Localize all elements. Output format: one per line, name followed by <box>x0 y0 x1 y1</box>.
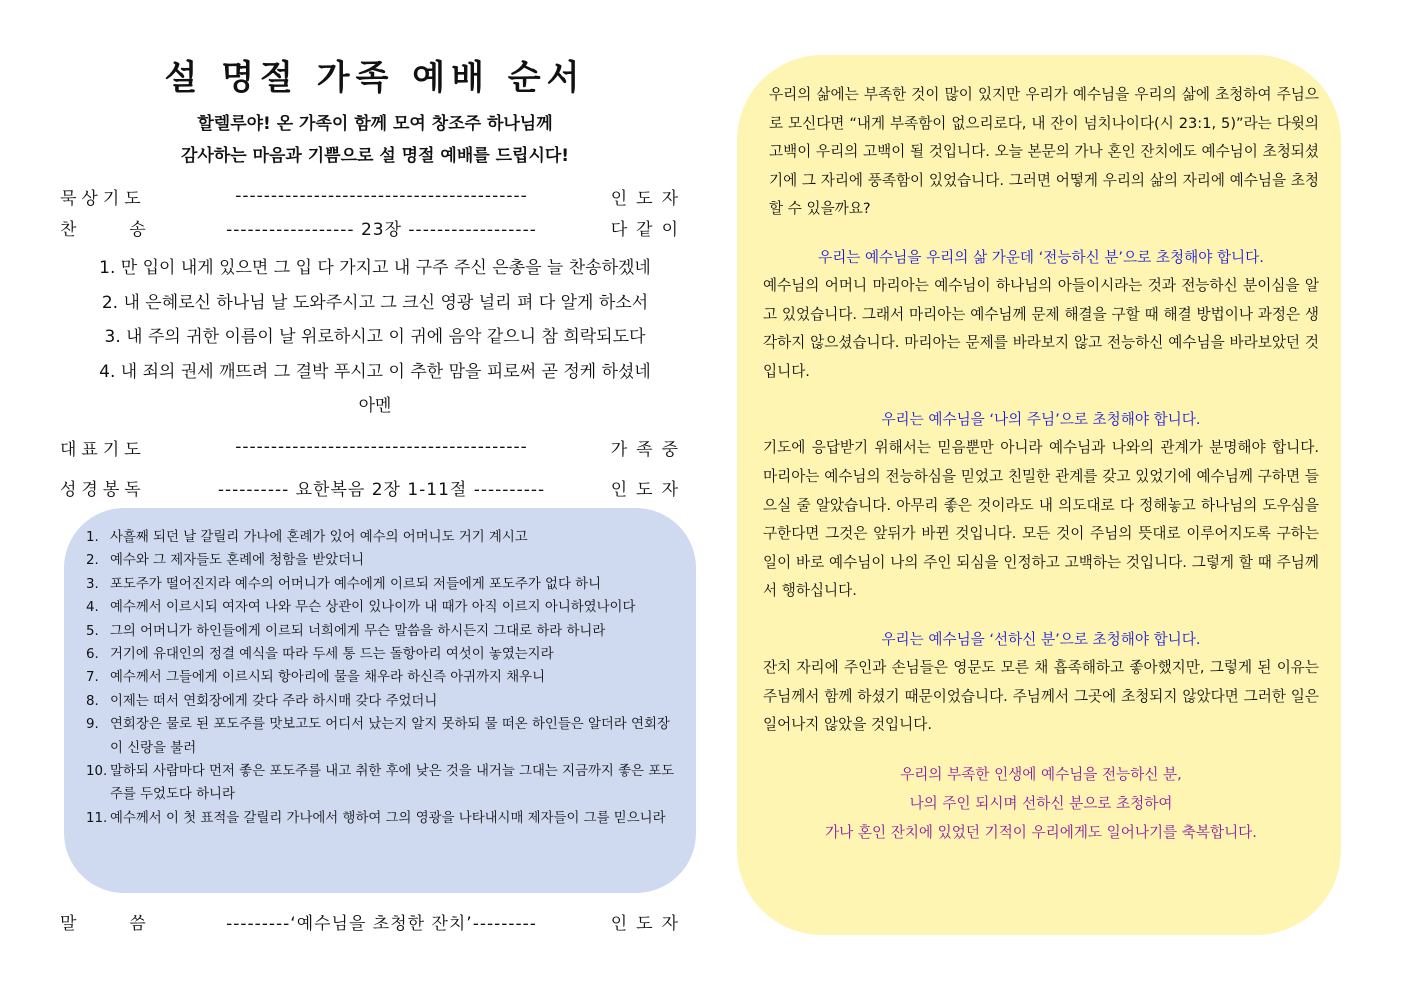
order-leader: 가족중 <box>610 439 687 460</box>
scripture-verse <box>86 596 682 619</box>
scripture-verse <box>86 807 682 830</box>
hymn-verse: 1. 만 입이 내게 있으면 그 입 다 가지고 내 구주 주신 은총을 늘 찬송하겠네 <box>99 258 651 278</box>
section-body: 기도에 응답받기 위해서는 믿음뿐만 아니라 예수님과 나와의 관계가 분명해야 합니다. 마리아는 예수님의 전능하심을 믿었고 친밀한 관계를 갖고 있었기에 예수님께 구하면 들으실 줄 알았습니다. 아무리 좋은 것이라도 내 의도대로 다 정해놓고 하나님의 도우심을 구한다면 그것은 앞뒤가 바뀐 것입니다. 모든 것이 주님의 뜻대로 이루어지도록 구하는 일이 바로 예수님이 나의 주인 되심을 인정하고 고백하는 것입니다. 그렇게 할 때 주님께서 행하십니다. <box>763 439 1319 600</box>
verse-number: 6. <box>86 647 99 663</box>
order-leader: 인도자 <box>610 479 687 500</box>
verse-number: 7. <box>86 670 99 686</box>
verse-text: 예수와 그 제자들도 혼례에 청함을 받았더니 <box>110 553 365 569</box>
sermon-panel <box>737 55 1341 935</box>
closing-line: 가나 혼인 잔치에 있었던 기적이 우리에게도 일어나기를 축복합니다. <box>825 823 1257 841</box>
hymn-lyrics <box>60 251 690 424</box>
section-body: 잔치 자리에 주인과 손님들은 영문도 모른 채 흡족해하고 좋아했지만, 그렇게 된 이유는 주님께서 함께 하셨기 때문이었습니다. 주님께서 그곳에 초청되지 않았다면 그러한 일은 일어나지 않았을 것입니다. <box>763 658 1319 734</box>
order-row-meditation <box>60 181 687 211</box>
hymn-verse: 2. 내 은혜로신 하나님 날 도와주시고 그 크신 영광 널리 펴 다 알게 하소서 <box>101 292 649 313</box>
intro-line: 할렐루야! 온 가족이 함께 모여 창조주 하나님께 <box>197 114 553 134</box>
order-label: 대표기도 <box>60 439 146 460</box>
verse-number: 5. <box>86 623 99 639</box>
scripture-verse <box>86 690 682 713</box>
verse-number: 8. <box>86 693 99 709</box>
order-row-sermon <box>60 906 687 936</box>
verse-number: 4. <box>86 600 99 616</box>
intro-text <box>60 108 690 172</box>
verse-number: 11. <box>86 810 108 826</box>
verse-text: 연회장은 물로 된 포도주를 맛보고도 어디서 났는지 알지 못하되 물 떠온 하인들은 알더라 연회장이 신랑을 불러 <box>110 717 670 756</box>
closing-blessing <box>763 760 1319 847</box>
order-row-scripture-reading <box>60 472 687 502</box>
scripture-verse <box>86 643 682 666</box>
order-sermon-title: ---------‘예수님을 초청한 잔치’--------- <box>226 913 537 934</box>
order-label: 찬 송 <box>60 219 160 240</box>
order-scripture-ref: ---------- 요한복음 2장 1-11절 ---------- <box>217 479 546 500</box>
scripture-verse <box>86 573 682 596</box>
page-title: 설 명절 가족 예배 순서 <box>164 58 586 98</box>
order-label: 성경봉독 <box>60 479 146 500</box>
order-dashes: ----------------------------------------- <box>235 186 528 206</box>
scripture-box <box>64 508 696 893</box>
hymn-verse: 3. 내 주의 귀한 이름이 날 위로하시고 이 귀에 음악 같으니 참 희락되도다 <box>104 327 646 347</box>
scripture-verse <box>86 760 682 807</box>
verse-text: 이제는 떠서 연회장에게 갖다 주라 하시매 갖다 주었더니 <box>110 693 438 709</box>
section-heading: 우리는 예수님을 우리의 삶 가운데 ‘전능하신 분’으로 초청해야 합니다. <box>818 248 1264 266</box>
verse-text: 말하되 사람마다 먼저 좋은 포도주를 내고 취한 후에 낮은 것을 내거늘 그대는 지금까지 좋은 포도주를 두었도다 하니라 <box>110 764 675 803</box>
verse-text: 예수께서 이 첫 표적을 갈릴리 가나에서 행하여 그의 영광을 나타내시매 제자들이 그를 믿으니라 <box>110 810 666 826</box>
scripture-verse <box>86 620 682 643</box>
order-hymn-number: ------------------ 23장 ------------------ <box>226 219 537 240</box>
verse-text: 예수께서 그들에게 이르시되 항아리에 물을 채우라 하신즉 아귀까지 채우니 <box>110 670 546 686</box>
sermon-intro: 우리의 삶에는 부족한 것이 많이 있지만 우리가 예수님을 우리의 삶에 초청하여 주님으로 모신다면 “내게 부족함이 없으리로다, 내 잔이 넘치나이다(시 23:1, 5)”라는 다윗의 고백이 우리의 고백이 될 것입니다. 오늘 본문의 가나 혼인 잔치에도 예수님이 초청되셨기에 그 자리에 풍족함이 있었습니다. 그러면 어떻게 우리의 삶의 자리에 예수님을 초청할 수 있을까요? <box>769 86 1319 218</box>
order-row-representative-prayer <box>60 432 687 462</box>
order-label: 묵상기도 <box>60 188 146 209</box>
scripture-verse <box>86 549 682 572</box>
hymn-amen: 아멘 <box>358 396 392 416</box>
order-dashes: ----------------------------------------- <box>235 437 528 457</box>
verse-number: 3. <box>86 576 99 592</box>
scripture-verse <box>86 666 682 689</box>
verse-number: 10. <box>86 764 108 780</box>
section-heading: 우리는 예수님을 ‘나의 주님’으로 초청해야 합니다. <box>881 411 1201 429</box>
order-leader: 인도자 <box>610 188 687 209</box>
order-leader: 인도자 <box>610 913 687 934</box>
verse-text: 그의 어머니가 하인들에게 이르되 너희에게 무슨 말씀을 하시든지 그대로 하라 하니라 <box>110 623 606 639</box>
order-row-hymn <box>60 212 687 242</box>
scripture-verse <box>86 713 682 760</box>
verse-text: 예수께서 이르시되 여자여 나와 무슨 상관이 있나이까 내 때가 아직 이르지 아니하였나이다 <box>110 600 636 616</box>
scripture-verse <box>86 526 682 549</box>
section-body: 예수님의 어머니 마리아는 예수님이 하나님의 아들이시라는 것과 전능하신 분이심을 알고 있었습니다. 그래서 마리아는 예수님께 문제 해결을 구할 때 해결 방법이나 과정은 생각하지 않으셨습니다. 마리아는 문제를 바라보지 않고 전능하신 예수님을 바라보았던 것입니다. <box>763 276 1319 380</box>
intro-line: 감사하는 마음과 기쁨으로 설 명절 예배를 드립시다! <box>180 146 570 166</box>
order-label: 말 씀 <box>60 913 160 934</box>
verse-number: 1. <box>86 530 99 545</box>
verse-number: 2. <box>86 553 99 569</box>
order-leader: 다같이 <box>610 219 687 240</box>
closing-line: 우리의 부족한 인생에 예수님을 전능하신 분, <box>900 765 1182 783</box>
verse-text: 사흘째 되던 날 갈릴리 가나에 혼례가 있어 예수의 어머니도 거기 계시고 <box>110 530 528 545</box>
verse-text: 거기에 유대인의 정결 예식을 따라 두세 통 드는 돌항아리 여섯이 놓였는지라 <box>110 647 554 663</box>
verse-number: 9. <box>86 717 99 733</box>
closing-line: 나의 주인 되시며 선하신 분으로 초청하여 <box>909 794 1173 812</box>
section-heading: 우리는 예수님을 ‘선하신 분’으로 초청해야 합니다. <box>881 630 1201 648</box>
verse-text: 포도주가 떨어진지라 예수의 어머니가 예수에게 이르되 저들에게 포도주가 없다 하니 <box>110 576 602 592</box>
hymn-verse: 4. 내 죄의 권세 깨뜨려 그 결박 푸시고 이 추한 맘을 피로써 곧 정케 하셨네 <box>99 361 651 382</box>
